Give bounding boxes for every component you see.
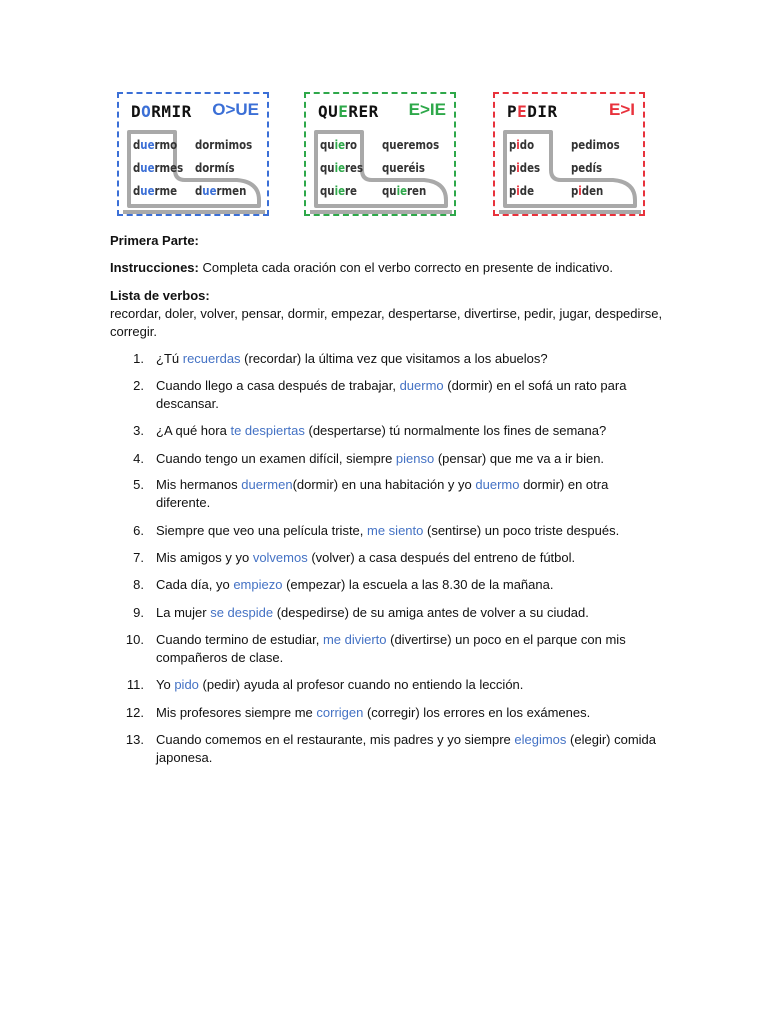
sentence-text: La mujer xyxy=(156,605,211,620)
sentence-text: (pensar) que me va a ir bien. xyxy=(434,451,605,466)
exercise-number: 7. xyxy=(133,550,144,565)
card-verb-title: QUERER xyxy=(318,102,379,121)
conjugation-form: duermes xyxy=(133,161,184,175)
instructions-label: Instrucciones: xyxy=(110,260,199,275)
exercise-sentence xyxy=(156,604,656,622)
conjugation-form: queréis xyxy=(382,161,426,175)
verb-list-text: recordar, doler, volver, pensar, dormir, empezar, despertarse, divertirse, pedir, jugar, despedirse, corregir. xyxy=(110,306,663,339)
verb-list-label: Lista de verbos: xyxy=(110,288,210,303)
answer-verb: empiezo xyxy=(233,577,283,592)
exercise-sentence xyxy=(156,476,656,512)
conjugation-form: piden xyxy=(571,184,604,198)
exercise-number: 2. xyxy=(133,378,144,393)
exercise-number: 9. xyxy=(133,605,144,620)
sentence-text: dormir) en otra diferente. xyxy=(156,477,609,510)
exercise-sentence xyxy=(156,676,656,694)
answer-verb: duermo xyxy=(475,477,520,492)
answer-verb: te despiertas xyxy=(230,423,305,438)
exercise-sentence xyxy=(156,522,656,540)
sentence-text: Siempre que veo una película triste, xyxy=(156,523,368,538)
exercise-sentence xyxy=(156,450,656,468)
sentence-text: Cuando termino de estudiar, xyxy=(156,632,323,647)
verb-list xyxy=(110,287,670,341)
exercise-sentence xyxy=(156,377,656,413)
sentence-text: Yo xyxy=(156,677,175,692)
exercise-sentence xyxy=(156,576,656,594)
answer-verb: duermo xyxy=(399,378,444,393)
conjugation-form: quiero xyxy=(320,138,358,152)
conjugation-form: quieren xyxy=(382,184,427,198)
exercise-number: 3. xyxy=(133,423,144,438)
answer-verb: recuerdas xyxy=(182,351,241,366)
instructions-text: Completa cada oración con el verbo correcto en presente de indicativo. xyxy=(198,260,613,275)
sentence-text: (volver) a casa después del entreno de fútbol. xyxy=(307,550,576,565)
conjugation-form: duermen xyxy=(195,184,247,198)
conjugation-form: queremos xyxy=(382,138,440,152)
exercise-sentence xyxy=(156,731,656,767)
exercise-sentence xyxy=(156,704,656,722)
conjugation-form: quiere xyxy=(320,184,357,198)
exercise-sentence xyxy=(156,422,656,440)
conjugation-form: pedimos xyxy=(571,138,620,152)
card-verb-title: PEDIR xyxy=(507,102,558,121)
exercise-number: 11. xyxy=(126,677,144,692)
section-title: Primera Parte: xyxy=(110,233,199,248)
conjugation-form: pido xyxy=(509,138,535,152)
instructions xyxy=(110,259,670,277)
card-verb-title: DORMIR xyxy=(131,102,192,121)
conjugation-form: duerme xyxy=(133,184,178,198)
sentence-text: Cada día, yo xyxy=(156,577,234,592)
exercise-number: 5. xyxy=(133,477,144,492)
answer-verb: se despide xyxy=(210,605,274,620)
sentence-text: (sentirse) un poco triste después. xyxy=(423,523,620,538)
answer-verb: duermen xyxy=(241,477,293,492)
card-stem-change-rule: O>UE xyxy=(212,100,259,119)
sentence-text: Mis profesores siempre me xyxy=(156,705,317,720)
exercise-sentence xyxy=(156,549,656,567)
sentence-text: ¿A qué hora xyxy=(156,423,231,438)
exercise-number: 4. xyxy=(133,451,144,466)
conjugation-form: dormís xyxy=(195,161,235,175)
answer-verb: corrigen xyxy=(316,705,364,720)
sentence-text: (corregir) los errores en los exámenes. xyxy=(363,705,591,720)
answer-verb: elegimos xyxy=(514,732,567,747)
sentence-text: Mis hermanos xyxy=(156,477,242,492)
conjugation-form: pide xyxy=(509,184,535,198)
exercise-sentence xyxy=(156,631,656,667)
sentence-text: ¿Tú xyxy=(156,351,183,366)
card-pedir xyxy=(493,92,645,216)
card-querer xyxy=(304,92,456,216)
answer-verb: me divierto xyxy=(322,632,387,647)
conjugation-form: quieres xyxy=(320,161,364,175)
conjugation-form: dormimos xyxy=(195,138,253,152)
sentence-text: Cuando llego a casa después de trabajar, xyxy=(156,378,400,393)
sentence-text: Cuando comemos en el restaurante, mis padres y yo siempre xyxy=(156,732,515,747)
sentence-text: (dormir) en una habitación y yo xyxy=(292,477,476,492)
sentence-text: Cuando tengo un examen difícil, siempre xyxy=(156,451,396,466)
exercise-sentence xyxy=(156,350,656,368)
sentence-text: (empezar) la escuela a las 8.30 de la mañana. xyxy=(282,577,554,592)
answer-verb: me siento xyxy=(367,523,424,538)
exercise-number: 1. xyxy=(133,351,144,366)
conjugation-form: pedís xyxy=(571,161,603,175)
conjugation-form: duermo xyxy=(133,138,178,152)
answer-verb: pienso xyxy=(395,451,435,466)
sentence-text: (recordar) la última vez que visitamos a los abuelos? xyxy=(240,351,548,366)
sentence-text: (despedirse) de su amiga antes de volver a su ciudad. xyxy=(273,605,589,620)
card-stem-change-rule: E>IE xyxy=(408,100,446,119)
sentence-text: Mis amigos y yo xyxy=(156,550,253,565)
card-dormir xyxy=(117,92,269,216)
sentence-text: (dormir) en el sofá un rato para descansar. xyxy=(156,378,627,411)
answer-verb: volvemos xyxy=(252,550,308,565)
exercise-number: 10. xyxy=(125,632,144,647)
sentence-text: (elegir) comida japonesa. xyxy=(156,732,657,765)
exercise-number: 13. xyxy=(125,732,144,747)
conjugation-form: pides xyxy=(509,161,541,175)
card-stem-change-rule: E>I xyxy=(609,100,635,119)
sentence-text: (divertirse) un poco en el parque con mis compañeros de clase. xyxy=(156,632,626,665)
exercise-number: 8. xyxy=(133,577,144,592)
sentence-text: (despertarse) tú normalmente los fines de semana? xyxy=(304,423,607,438)
exercise-number: 6. xyxy=(133,523,144,538)
sentence-text: (pedir) ayuda al profesor cuando no entiendo la lección. xyxy=(198,677,524,692)
answer-verb: pido xyxy=(174,677,199,692)
exercise-number: 12. xyxy=(125,705,144,720)
verb-chart-cards xyxy=(117,92,652,222)
